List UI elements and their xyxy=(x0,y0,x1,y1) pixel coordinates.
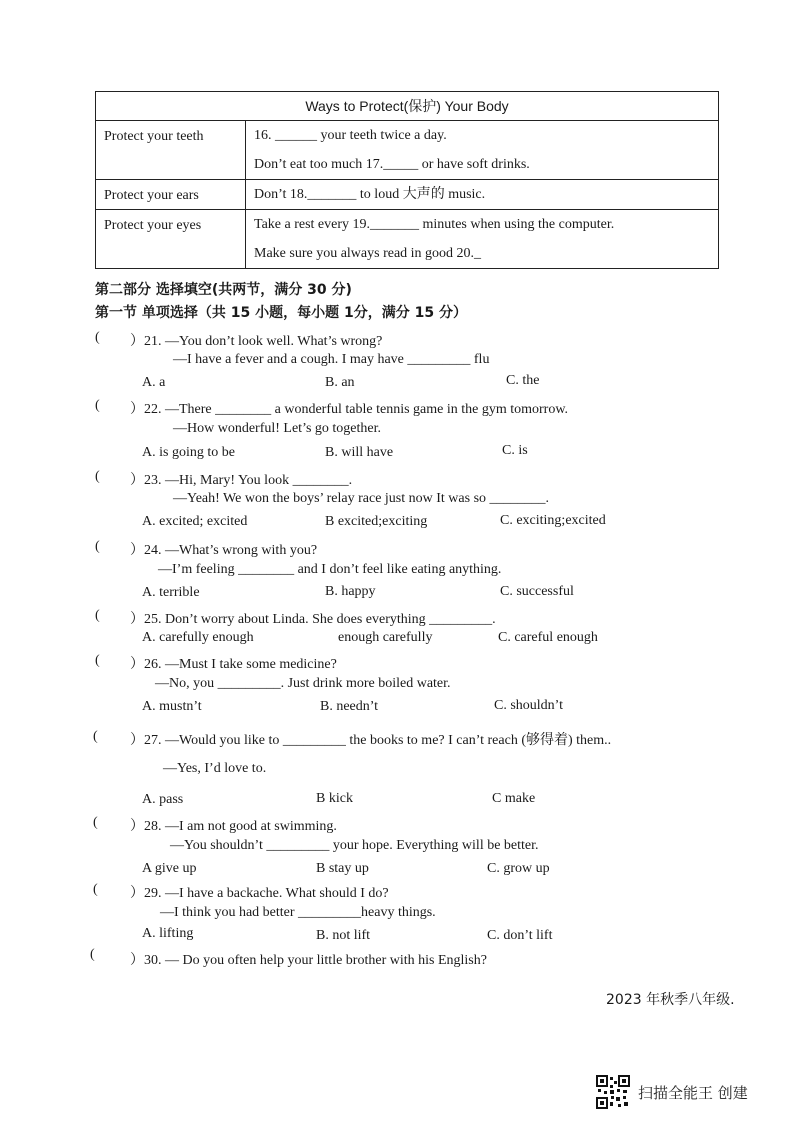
option-c: C. exciting;excited xyxy=(500,513,606,528)
question-line: ）21. —You don’t look well. What’s wrong? xyxy=(130,334,383,349)
table-row-teeth xyxy=(96,121,718,180)
question-line: —No, you _________. Just drink more boiled water. xyxy=(155,676,451,691)
option-b: B. happy xyxy=(325,584,376,599)
table-row-eyes xyxy=(96,210,718,268)
grade-footer: 2023 年秋季八年级. xyxy=(606,992,735,1008)
option-b: B excited;exciting xyxy=(325,514,428,529)
answer-paren: ( xyxy=(93,882,98,897)
table-cell-line: 16. ______ your teeth twice a day. xyxy=(254,128,447,143)
answer-paren: ( xyxy=(90,947,95,962)
question-line: ）30. — Do you often help your little brother with his English? xyxy=(130,953,487,968)
question-line: ）26. —Must I take some medicine? xyxy=(130,657,337,672)
option-b: B. needn’t xyxy=(320,699,379,714)
question-line: —You shouldn’t _________ your hope. Everything will be better. xyxy=(170,838,539,853)
option-c: C. successful xyxy=(500,584,574,599)
scanner-watermark xyxy=(596,1075,748,1109)
answer-paren: ( xyxy=(95,539,100,554)
option-a: A give up xyxy=(142,861,197,876)
table-row-ears xyxy=(96,180,718,210)
option-a: A. a xyxy=(142,375,166,390)
option-b: B stay up xyxy=(316,861,369,876)
table-row-label: Protect your eyes xyxy=(96,210,246,268)
option-a: A. carefully enough xyxy=(142,630,254,645)
table-cell-line: Take a rest every 19._______ minutes when using the computer. xyxy=(254,217,615,232)
option-c: C. the xyxy=(506,373,540,388)
question-line: ）29. —I have a backache. What should I do? xyxy=(130,886,389,901)
option-c: C. shouldn’t xyxy=(494,698,563,713)
table-title: Ways to Protect(保护) Your Body xyxy=(96,92,718,121)
part2-heading: 第二部分 选择填空(共两节，满分 30 分) xyxy=(95,282,352,298)
option-a: A. pass xyxy=(142,792,184,807)
question-line: —How wonderful! Let’s go together. xyxy=(173,421,382,436)
option-c: C. careful enough xyxy=(498,630,598,645)
answer-paren: ( xyxy=(93,815,98,830)
answer-paren: ( xyxy=(95,330,100,345)
answer-paren: ( xyxy=(95,608,100,623)
question-line: ）27. —Would you like to _________ the books to me? I can’t reach (够得着) them.. xyxy=(130,733,612,748)
table-cell-line: Make sure you always read in good 20._ xyxy=(254,246,482,261)
answer-paren: ( xyxy=(93,729,98,744)
question-line: —Yeah! We won the boys’ relay race just now It was so ________. xyxy=(173,491,550,506)
table-cell-line: Don’t eat too much 17._____ or have soft drinks. xyxy=(254,157,530,172)
option-b: B. will have xyxy=(325,445,394,460)
question-line: ）23. —Hi, Mary! You look ________. xyxy=(130,473,353,488)
scanner-text: 扫描全能王 创建 xyxy=(638,1083,748,1102)
table-row-label: Protect your teeth xyxy=(96,121,246,179)
option-c: C. is xyxy=(502,443,528,458)
answer-paren: ( xyxy=(95,469,100,484)
option-b: enough carefully xyxy=(338,630,433,645)
qr-code-icon xyxy=(596,1075,630,1109)
question-line: ）28. —I am not good at swimming. xyxy=(130,819,337,834)
section1-heading: 第一节 单项选择（共 15 小题，每小题 1分，满分 15 分） xyxy=(95,305,467,321)
question-line: ）25. Don’t worry about Linda. She does everything _________. xyxy=(130,612,496,627)
table-cell-line: Don’t 18._______ to loud 大声的 music. xyxy=(254,187,486,202)
question-line: —I’m feeling ________ and I don’t feel like eating anything. xyxy=(158,562,502,577)
question-line: ）22. —There ________ a wonderful table tennis game in the gym tomorrow. xyxy=(130,402,569,417)
question-line: ）24. —What’s wrong with you? xyxy=(130,543,318,558)
question-line: —I think you had better _________heavy things. xyxy=(160,905,436,920)
option-a: A. excited; excited xyxy=(142,514,248,529)
answer-paren: ( xyxy=(95,653,100,668)
option-a: A. mustn’t xyxy=(142,699,202,714)
question-line: —I have a fever and a cough. I may have _________ flu xyxy=(173,352,490,367)
table-row-label: Protect your ears xyxy=(96,180,246,209)
option-b: B. an xyxy=(325,375,355,390)
option-c: C make xyxy=(492,791,536,806)
option-a: A. terrible xyxy=(142,585,200,600)
option-a: A. is going to be xyxy=(142,445,235,460)
answer-paren: ( xyxy=(95,398,100,413)
option-a: A. lifting xyxy=(142,926,194,941)
question-line: —Yes, I’d love to. xyxy=(163,761,267,776)
option-c: C. grow up xyxy=(487,861,550,876)
option-b: B kick xyxy=(316,791,353,806)
option-c: C. don’t lift xyxy=(487,928,553,943)
option-b: B. not lift xyxy=(316,928,371,943)
protect-body-table xyxy=(95,91,719,269)
